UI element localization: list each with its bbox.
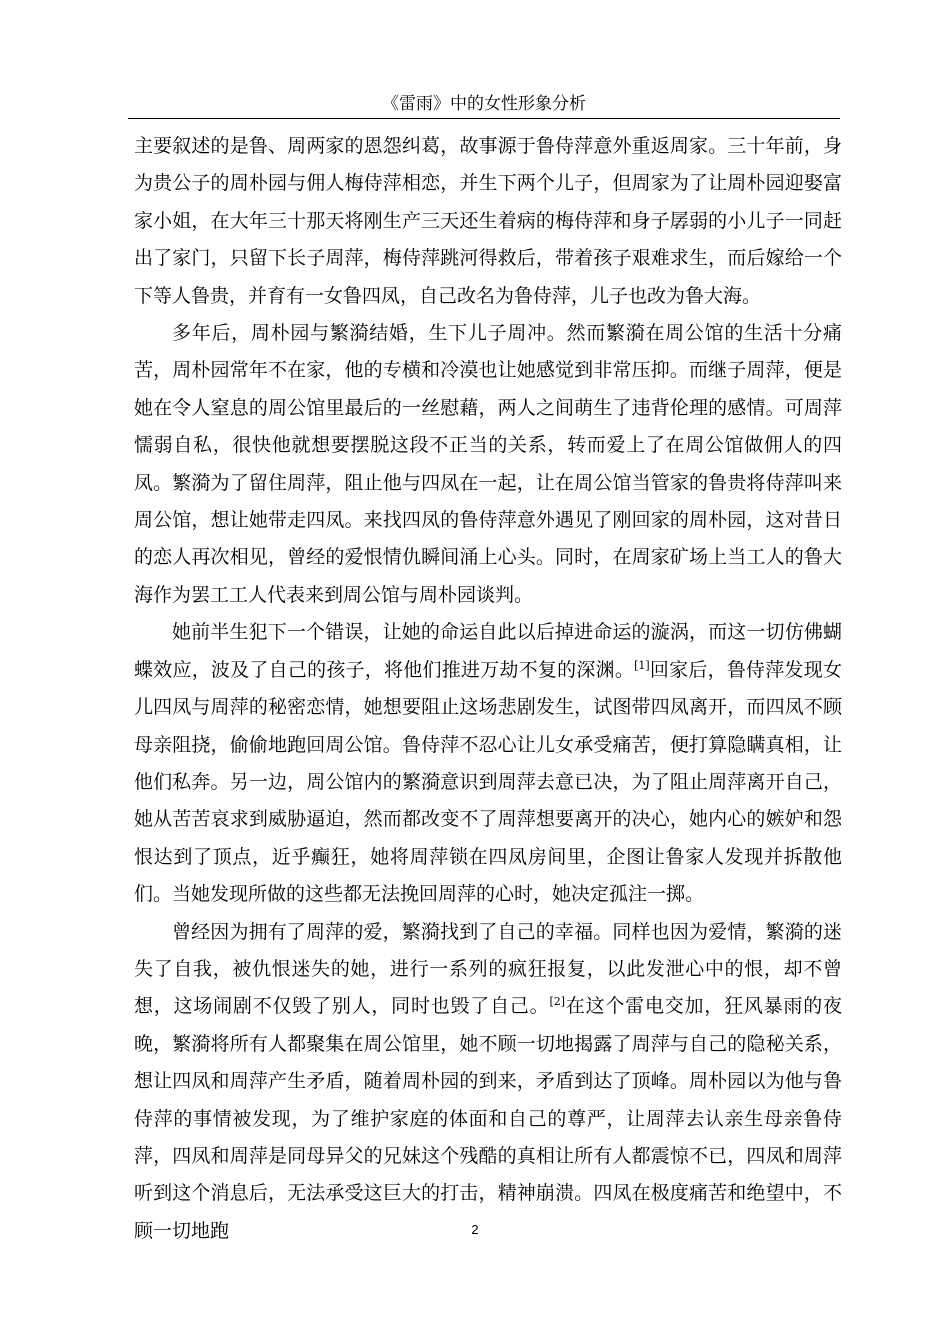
- body-text: [134, 128, 842, 1250]
- paragraph-3-text-after: 回家后，鲁侍萍发现女儿四凤与周萍的秘密恋情，她想要阻止这场悲剧发生，试图带四凤离开，而四凤不顾母亲阻挠，偷偷地跑回周公馆。鲁侍萍不忍心让儿女承受痛苦，便打算隐瞒真相，让他们私奔。另一边，周公馆内的繁漪意识到周萍去意已决，为了阻止周萍离开自己，她从苦苦哀求到威胁逼迫，然而都改变不了周萍想要离开的决心，她内心的嫉妒和怨恨达到了顶点，近乎癫狂，她将周萍锁在四凤房间里，企图让鲁家人发现并拆散他们。当她发现所做的这些都无法挽回周萍的心时，她决定孤注一掷。: [134, 658, 842, 906]
- citation-1: [1]: [634, 658, 650, 672]
- page-number: 2: [471, 1222, 479, 1237]
- paragraph-1: 主要叙述的是鲁、周两家的恩怨纠葛，故事源于鲁侍萍意外重返周家。三十年前，身为贵公子的周朴园与佣人梅侍萍相恋，并生下两个儿子，但周家为了让周朴园迎娶富家小姐，在大年三十那天将刚生产三天还生着病的梅侍萍和身子孱弱的小儿子一同赶出了家门，只留下长子周萍，梅侍萍跳河得救后，带着孩子艰难求生，而后嫁给一个下等人鲁贵，并育有一女鲁四凤，自己改名为鲁侍萍，儿子也改为鲁大海。: [134, 135, 842, 307]
- paragraph-2: 多年后，周朴园与繁漪结婚，生下儿子周冲。然而繁漪在周公馆的生活十分痛苦，周朴园常年不在家，他的专横和冷漠也让她感觉到非常压抑。而继子周萍，便是她在令人窒息的周公馆里最后的一丝慰藉，两人之间萌生了违背伦理的感情。可周萍懦弱自私，很快他就想要摆脱这段不正当的关系，转而爱上了在周公馆做佣人的四凤。繁漪为了留住周萍，阻止他与四凤在一起，让在周公馆当管家的鲁贵将侍萍叫来周公馆，想让她带走四凤。来找四凤的鲁侍萍意外遇见了刚回家的周朴园，这对昔日的恋人再次相见，曾经的爱恨情仇瞬间涌上心头。同时，在周家矿场上当工人的鲁大海作为罢工工人代表来到周公馆与周朴园谈判。: [134, 322, 842, 606]
- header-divider: [128, 118, 840, 119]
- paragraph-3-text-before: 她前半生犯下一个错误，让她的命运自此以后掉进命运的漩涡，而这一切仿佛蝴蝶效应，波及了自己的孩子，将他们推进万劫不复的深渊。: [134, 621, 842, 681]
- paragraph-4: [134, 914, 842, 1251]
- citation-2: [2]: [549, 995, 566, 1009]
- paragraph-3: [134, 614, 842, 913]
- paragraph-4-text-before: 曾经因为拥有了周萍的爱，繁漪找到了自己的幸福。同样也因为爱情，繁漪的迷失了自我，被仇恨迷失的她，进行一系列的疯狂报复，以此发泄心中的恨，却不曾想，这场闹剧不仅毁了别人，同时也毁了自己。: [134, 920, 842, 1018]
- paragraph-4-text-after: 在这个雷电交加，狂风暴雨的夜晚，繁漪将所有人都聚集在周公馆里，她不顾一切地揭露了周萍与自己的隐秘关系，想让四凤和周萍产生矛盾，随着周朴园的到来，矛盾到达了顶峰。周朴园以为他与鲁侍萍的事情被发现，为了维护家庭的体面和自己的尊严，让周萍去认亲生母亲鲁侍萍，四凤和周萍是同母异父的兄妹这个残酷的真相让所有人都震惊不已，四凤和周萍听到这个消息后，无法承受这巨大的打击，精神崩溃。四凤在极度痛苦和绝望中，不顾一切地跑: [134, 995, 842, 1242]
- page-header-title: 《雷雨》中的女性形象分析: [382, 94, 586, 114]
